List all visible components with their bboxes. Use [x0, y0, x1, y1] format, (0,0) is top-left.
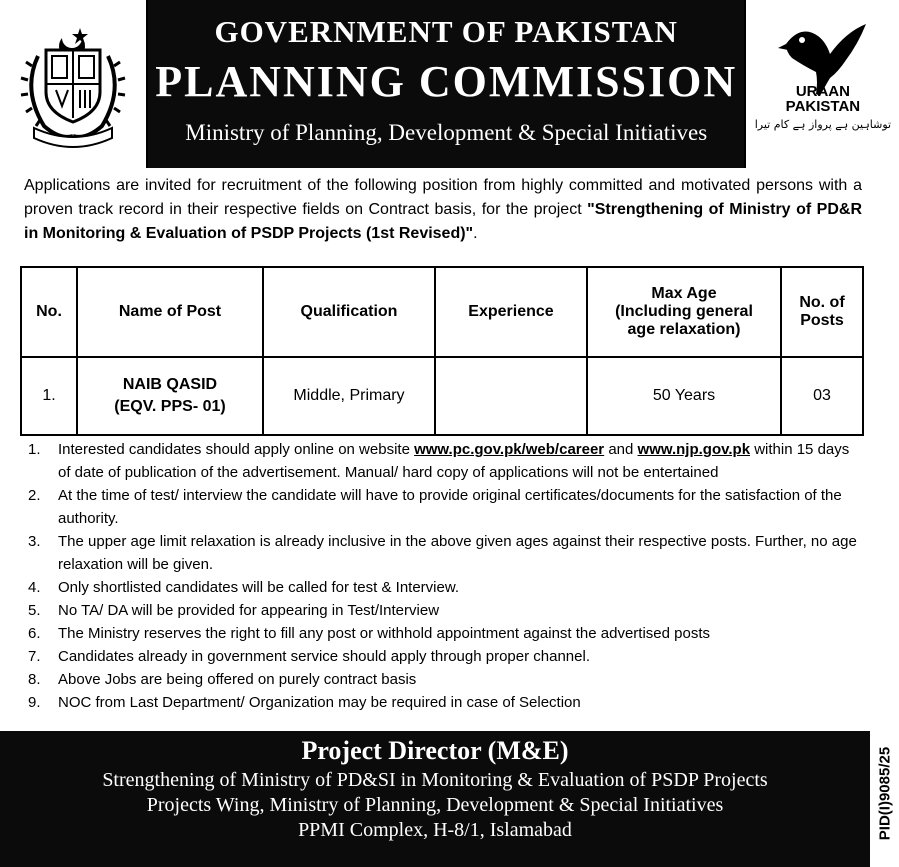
instructions-list — [28, 438, 862, 714]
list-item-text: At the time of test/ interview the candidate will have to provide original certificates/documents for the satisfaction of the authority. — [58, 487, 842, 527]
list-item-text: No TA/ DA will be provided for appearing in Test/Interview — [58, 602, 440, 619]
uraan-pakistan-logo — [744, 0, 899, 168]
header-age-line-1: Max Age — [651, 285, 717, 302]
government-heading: GOVERNMENT OF PAKISTAN — [214, 14, 678, 49]
note-text-part: and — [604, 441, 638, 458]
intro-paragraph — [24, 174, 862, 246]
footer-line-2: Projects Wing, Ministry of Planning, Development & Special Initiatives — [146, 794, 724, 816]
list-item-number: 1. — [28, 441, 41, 458]
table-row — [21, 357, 863, 435]
list-item-number: 4. — [28, 579, 41, 596]
list-item — [28, 530, 862, 576]
footer-line-3: PPMI Complex, H-8/1, Islamabad — [298, 819, 572, 841]
note-text-part: Interested candidates should apply online on website — [58, 441, 415, 458]
list-item-text — [58, 438, 862, 484]
header-posts-line-2: Posts — [800, 312, 844, 329]
header-post: Name of Post — [77, 267, 263, 357]
header — [0, 0, 899, 168]
list-item-text: NOC from Last Department/ Organization may be required in case of Selection — [58, 694, 581, 711]
list-item — [28, 691, 862, 714]
header-banner — [148, 0, 744, 168]
note-text-part: within 15 days of date of publication of the advertisement. Manual/ hard copy of applications will not be entertained — [58, 441, 850, 481]
list-item-number: 5. — [28, 602, 41, 619]
list-item-text: Above Jobs are being offered on purely contract basis — [58, 671, 417, 688]
list-item-text: Candidates already in government service should apply through proper channel. — [58, 648, 590, 665]
list-item — [28, 645, 862, 668]
list-item-number: 3. — [28, 533, 41, 550]
intro-end: . — [473, 225, 478, 242]
list-item — [28, 484, 862, 530]
pid-number: PID(I)9085/25 — [876, 746, 894, 841]
header-no: No. — [21, 267, 77, 357]
list-item — [28, 599, 862, 622]
header-qualification: Qualification — [263, 267, 435, 357]
header-age-line-2: (Including general — [615, 303, 753, 320]
header-experience: Experience — [435, 267, 587, 357]
header-no-of-posts — [781, 267, 863, 357]
njp-website-link[interactable]: www.njp.gov.pk — [637, 441, 751, 458]
list-item-number: 8. — [28, 671, 41, 688]
row-max-age: 50 Years — [587, 357, 781, 435]
list-item — [28, 622, 862, 645]
state-emblem — [0, 0, 148, 168]
logo-text-2: PAKISTAN — [785, 98, 861, 115]
pid-strip — [870, 731, 899, 867]
list-item-number: 2. — [28, 487, 41, 504]
list-item — [28, 438, 862, 484]
footer-banner — [0, 731, 870, 867]
list-item-text: The Ministry reserves the right to fill any post or withhold appointment against the advertised posts — [58, 625, 710, 642]
logo-text-1: URAAN — [795, 83, 850, 100]
header-posts-line-1: No. of — [799, 294, 845, 311]
commission-heading: PLANNING COMMISSION — [155, 57, 738, 106]
logo-tagline: توشاہین ہے پرواز ہے کام تیرا — [754, 118, 892, 131]
footer-title: Project Director (M&E) — [301, 736, 569, 765]
header-age-line-3: age relaxation) — [627, 321, 741, 338]
row-qualification: Middle, Primary — [263, 357, 435, 435]
header-max-age — [587, 267, 781, 357]
list-item — [28, 668, 862, 691]
list-item-text: The upper age limit relaxation is already inclusive in the above given ages against their respective posts. Further, no age relaxation will be given. — [58, 533, 857, 573]
career-website-link[interactable]: www.pc.gov.pk/web/career — [414, 441, 605, 458]
row-experience — [435, 357, 587, 435]
positions-table — [20, 266, 864, 436]
state-emblem-icon — [0, 0, 146, 168]
list-item-number: 9. — [28, 694, 41, 711]
project-title: "Strengthening of Ministry of PD&R in Monitoring & Evaluation of PSDP Projects (1st Revised)" — [24, 201, 862, 242]
intro-text: Applications are invited for recruitment of the following position from highly committed and motivated persons with a proven track record in their respective fields on Contract basis, for the project — [24, 177, 862, 218]
post-name-line-1: NAIB QASID — [122, 376, 218, 393]
list-item-number: 6. — [28, 625, 41, 642]
list-item-text: Only shortlisted candidates will be called for test & Interview. — [58, 579, 460, 596]
list-item — [28, 576, 862, 599]
footer-line-1: Strengthening of Ministry of PD&SI in Monitoring & Evaluation of PSDP Projects — [102, 769, 768, 791]
list-item-number: 7. — [28, 648, 41, 665]
ministry-heading: Ministry of Planning, Development & Special Initiatives — [185, 120, 708, 145]
table-header-row — [21, 267, 863, 357]
row-post-name — [77, 357, 263, 435]
post-name-line-2: (EQV. PPS- 01) — [114, 398, 226, 415]
row-no-of-posts: 03 — [781, 357, 863, 435]
row-no: 1. — [21, 357, 77, 435]
